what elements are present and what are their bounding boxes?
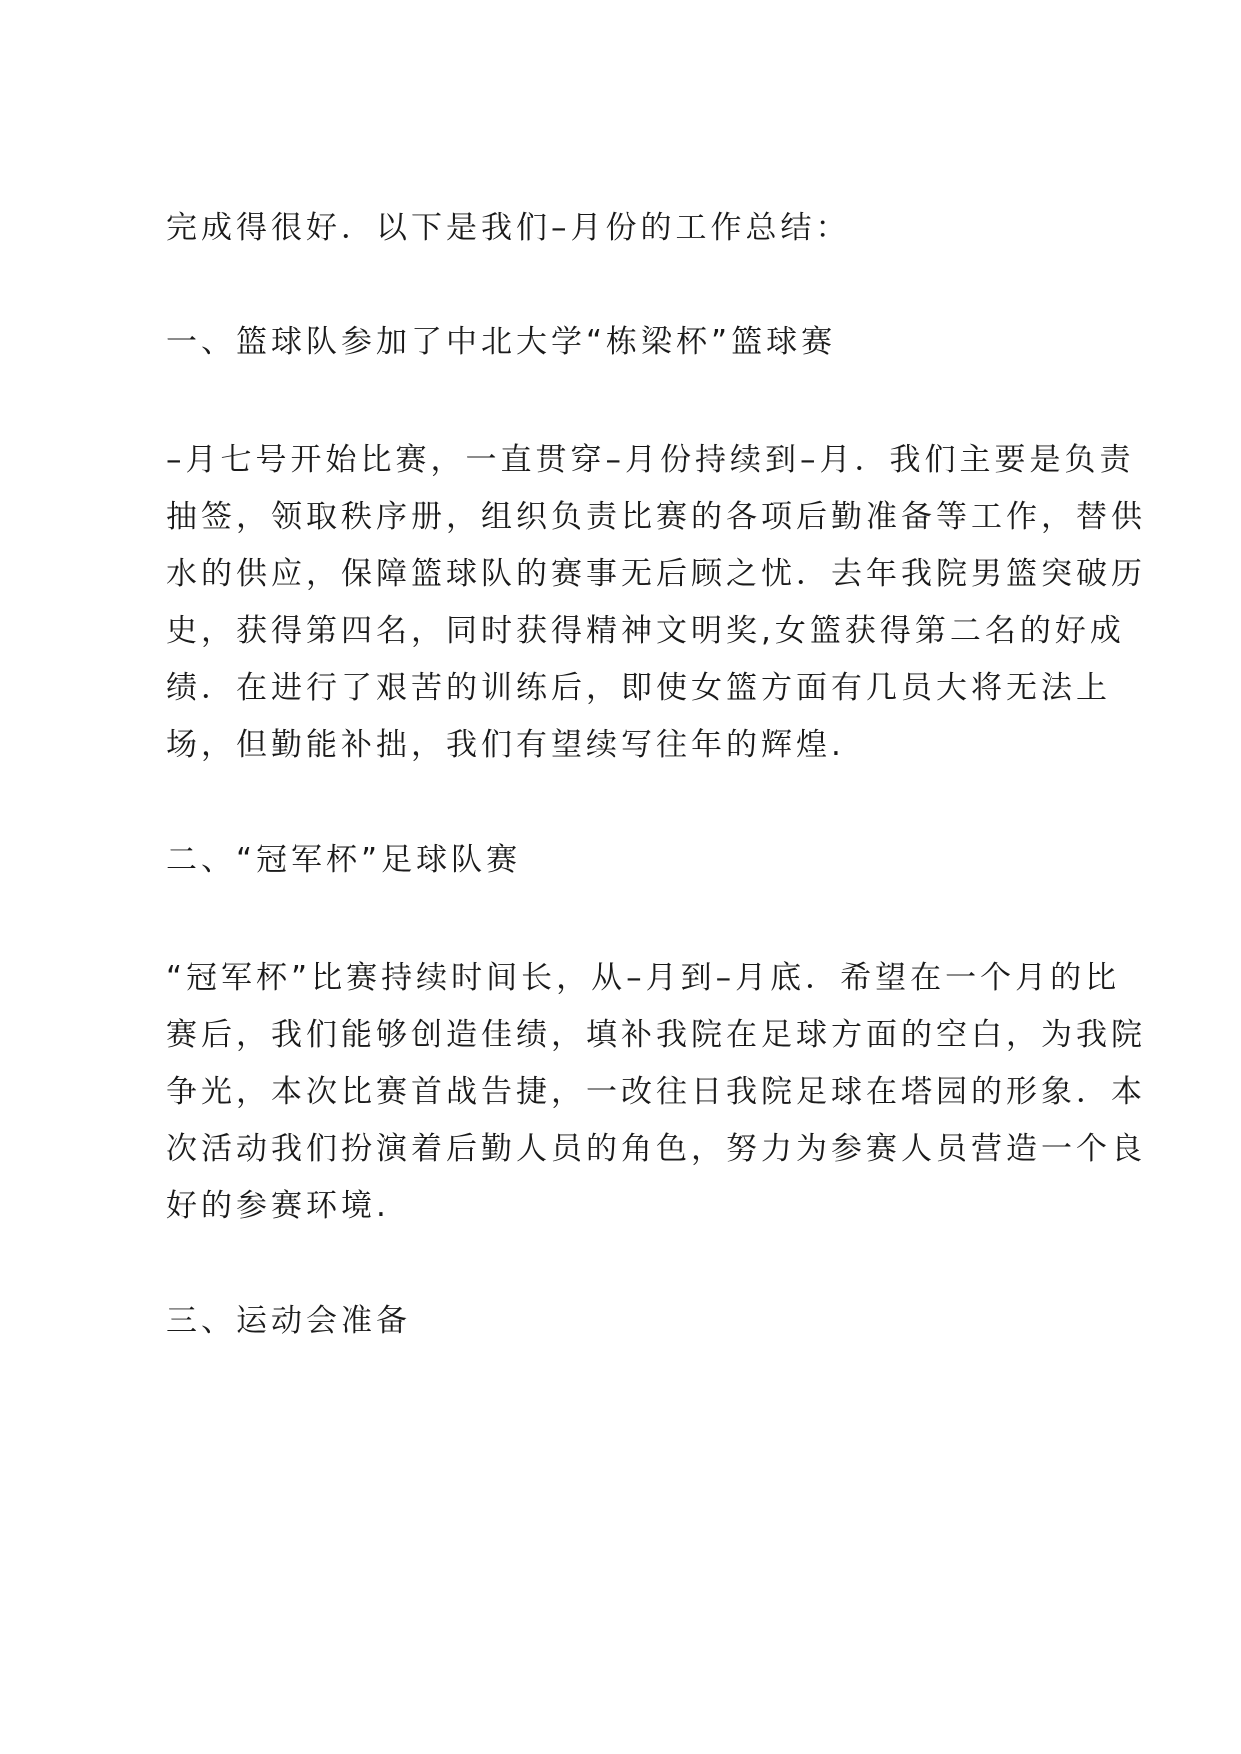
section-2-heading: 二、“冠军杯”足球队赛 [166, 842, 522, 878]
section-1-line: 史，获得第四名，同时获得精神文明奖,女篮获得第二名的好成 [166, 613, 1125, 649]
section-1-line: 绩．在进行了艰苦的训练后，即使女篮方面有几员大将无法上 [166, 670, 1111, 706]
section-2-line: “冠军杯”比赛持续时间长，从–月到–月底．希望在一个月的比 [166, 960, 1121, 996]
section-3-heading: 三、运动会准备 [166, 1303, 411, 1339]
section-1-line: 场，但勤能补拙，我们有望续写往年的辉煌. [166, 727, 845, 763]
section-2-line: 争光，本次比赛首战告捷，一改往日我院足球在塔园的形象．本 [166, 1074, 1146, 1110]
section-1-heading: 一、篮球队参加了中北大学“栋梁杯”篮球赛 [166, 324, 837, 360]
section-2-line: 好的参赛环境. [166, 1188, 390, 1224]
section-1-line: 抽签，领取秩序册，组织负责比赛的各项后勤准备等工作，替供 [166, 499, 1146, 535]
intro-text: 完成得很好．以下是我们–月份的工作总结： [166, 210, 851, 246]
section-1-line: –月七号开始比赛，一直贯穿–月份持续到–月．我们主要是负责 [166, 442, 1135, 478]
section-2-line: 次活动我们扮演着后勤人员的角色，努力为参赛人员营造一个良 [166, 1131, 1146, 1167]
section-1-line: 水的供应，保障篮球队的赛事无后顾之忧．去年我院男篮突破历 [166, 556, 1146, 592]
section-2-line: 赛后，我们能够创造佳绩，填补我院在足球方面的空白，为我院 [166, 1017, 1146, 1053]
